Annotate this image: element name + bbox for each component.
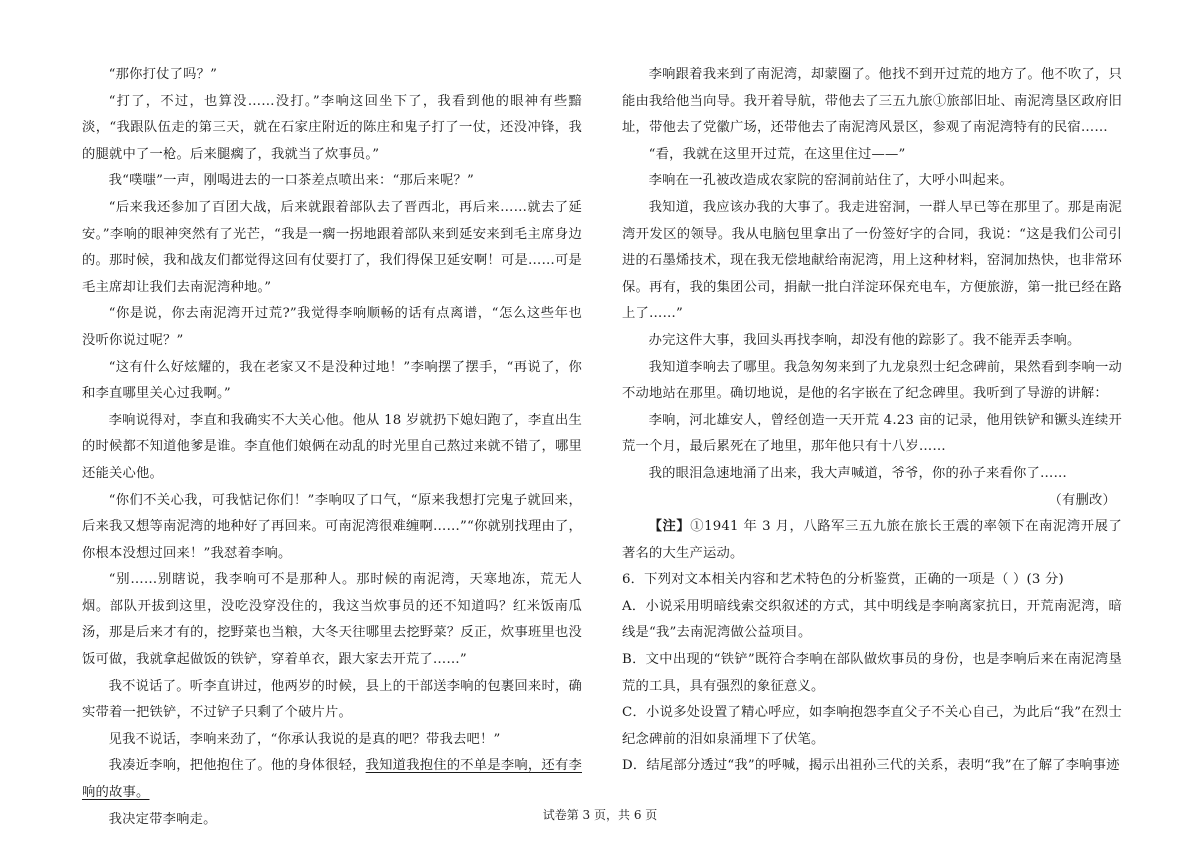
footnote-label: 【注】 <box>648 519 691 535</box>
option-a: A．小说采用明暗线索交织叙述的方式，其中明线是李响离家抗日，开荒南泥湾，暗线是“我”去南泥湾做公益项目。 <box>622 598 1122 641</box>
option-c: C．小说多处设置了精心呼应，如李响抱怨李直父子不关心自己，为此后“我”在烈士纪念碑前的泪如泉涌埋下了伏笔。 <box>622 705 1122 747</box>
underlined-sentence: 我知道我抱住的不单是李响，还有李响的故事。 <box>82 758 582 801</box>
paragraph-with-underline <box>82 753 582 806</box>
paragraph: “这有什么好炫耀的，我在老家又不是没种过地！”李响摆了摆手，“再说了，你和李直哪里关心过我啊。” <box>82 359 582 402</box>
option-d: D．结尾部分透过“我”的呼喊，揭示出祖孙三代的关系，表明“我”在了解了李响事迹 <box>622 758 1120 774</box>
paragraph: 李响，河北雄安人，曾经创造一天开荒 4.23 亩的记录，他用铁铲和镢头连续开荒一个月，最后累死在了地里，那年他只有十八岁…… <box>622 412 1122 455</box>
paragraph: “别……别瞎说，我李响可不是那种人。那时候的南泥湾，天寒地冻，荒无人烟。部队开拔到这里，没吃没穿没住的，我这当炊事员的还不知道吗？红米饭南瓜汤，那是后来才有的，挖野菜也当粮，大冬天往哪里去挖野菜？反正，炊事班里也没饭可做，我就拿起做饭的铁铲，穿着单衣，跟大家去开荒了……” <box>82 572 582 668</box>
source-note: （有删改） <box>1048 492 1116 508</box>
footnote-text: ①1941 年 3 月，八路军三五九旅在旅长王震的率领下在南泥湾开展了著名的大生产运动。 <box>622 519 1122 561</box>
paragraph: 我“噗嗤”一声，刚喝进去的一口茶差点喷出来：“那后来呢？” <box>108 173 475 189</box>
paragraph: 办完这件大事，我回头再找李响，却没有他的踪影了。我不能弄丢李响。 <box>648 332 1081 348</box>
right-column <box>622 62 1122 780</box>
left-column <box>82 62 582 833</box>
paragraph: 李响在一孔被改造成农家院的窑洞前站住了，大呼小叫起来。 <box>648 173 1014 189</box>
paragraph: 我知道，我应该办我的大事了。我走进窑洞，一群人早已等在那里了。那是南泥湾开发区的领导。我从电脑包里拿出了一份签好字的合同，我说：“这是我们公司引进的石墨烯技术，现在我无偿地献给南泥湾，用上这种材料，窑洞加热快，也非常环保。再有，我的集团公司，捐献一批白洋淀环保充电车，方便旅游，第一批已经在路上了……” <box>622 199 1122 322</box>
footnote <box>622 514 1122 567</box>
paragraph-text: 我凑近李响，把他抱住了。他的身体很轻， <box>108 758 366 774</box>
paragraph: “你们不关心我，可我惦记你们！”李响叹了口气，“原来我想打完鬼子就回来，后来我又想等南泥湾的地种好了再回来。可南泥湾很难缠啊……”“你就别找理由了，你根本没想过回来！”我怼着李响。 <box>82 492 582 561</box>
paragraph: 李响说得对，李直和我确实不大关心他。他从 18 岁就扔下媳妇跑了，李直出生的时候都不知道他爹是谁。李直他们娘俩在动乱的时光里自己熬过来就不错了，哪里还能关心他。 <box>82 412 582 481</box>
paragraph: 我知道李响去了哪里。我急匆匆来到了九龙泉烈士纪念碑前，果然看到李响一动不动地站在那里。确切地说，是他的名字嵌在了纪念碑里。我听到了导游的讲解： <box>622 359 1122 402</box>
paragraph: “看，我就在这里开过荒，在这里住过——” <box>648 146 906 162</box>
paragraph: “打了，不过，也算没……没打。”李响这回坐下了，我看到他的眼神有些黯淡，“我跟队伍走的第三天，就在石家庄附近的陈庄和鬼子打了一仗，还没冲锋，我的腿就中了一枪。后来腿瘸了，我就当了炊事员。” <box>82 93 582 162</box>
paragraph: “那你打仗了吗？” <box>108 67 218 82</box>
paragraph: 我决定带李响走。 <box>108 811 217 827</box>
paragraph: 我的眼泪急速地涌了出来，我大声喊道，爷爷，你的孙子来看你了…… <box>648 465 1067 481</box>
page-footer: 试卷第 3 页，共 6 页 <box>542 808 658 822</box>
paragraph: 见我不说话，李响来劲了，“你承认我说的是真的吧？带我去吧！” <box>108 731 501 747</box>
paragraph: 李响跟着我来到了南泥湾，却蒙圈了。他找不到开过荒的地方了。他不吹了，只能由我给他当向导。我开着导航，带他去了三五九旅①旅部旧址、南泥湾垦区政府旧址，带他去了党徽广场，还带他去了南泥湾风景区，参观了南泥湾特有的民宿…… <box>622 67 1122 136</box>
option-b: B．文中出现的“铁铲”既符合李响在部队做炊事员的身份，也是李响后来在南泥湾垦荒的工具，具有强烈的象征意义。 <box>622 652 1122 694</box>
question-stem: 6．下列对文本相关内容和艺术特色的分析鉴赏，正确的一项是（ ）(3 分) <box>622 572 1064 588</box>
paragraph: 我不说话了。听李直讲过，他两岁的时候，县上的干部送李响的包裹回来时，确实带着一把铁铲，不过铲子只剩了个破片片。 <box>82 678 582 721</box>
paragraph: “后来我还参加了百团大战，后来就跟着部队去了晋西北，再后来……就去了延安。”李响的眼神突然有了光芒，“我是一瘸一拐地跟着部队来到延安来到毛主席身边的。那时候，我和战友们都觉得这回有仗要打了，我们得保卫延安啊！可是……可是毛主席却让我们去南泥湾种地。” <box>82 199 582 295</box>
paragraph: “你是说，你去南泥湾开过荒?”我觉得李响顺畅的话有点离谱，“怎么这些年也没听你说过呢？” <box>82 306 582 348</box>
